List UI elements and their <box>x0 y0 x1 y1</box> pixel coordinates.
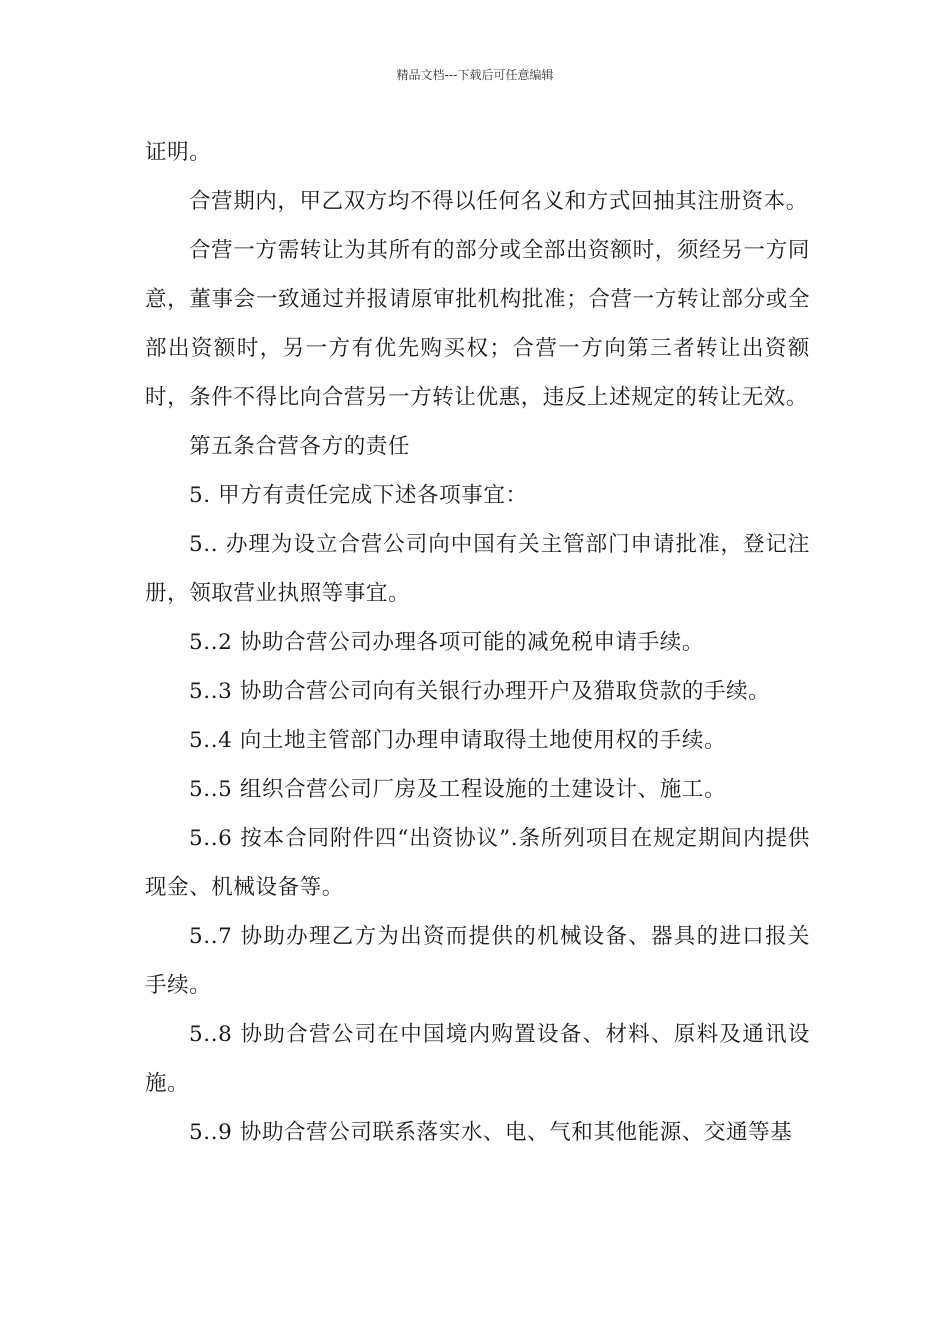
clause-5-9: 5..9 协助合营公司联系落实水、电、气和其他能源、交通等基 <box>189 1120 793 1145</box>
document-body <box>145 128 810 1157</box>
paragraph-capital-withdrawal: 合营期内，甲乙双方均不得以任何名义和方式回抽其注册资本。 <box>189 189 808 214</box>
paragraph-continuation: 证明。 <box>145 140 212 165</box>
clause-5-4: 5..4 向土地主管部门办理申请取得土地使用权的手续。 <box>189 728 727 753</box>
clause-5-1: 5.. 办理为设立合营公司向中国有关主管部门申请批准，登记注册，领取营业执照等事宜。 <box>145 532 810 606</box>
page-header: 精品文档---下载后可任意编辑 <box>396 68 554 82</box>
clause-5-8: 5..8 协助合营公司在中国境内购置设备、材料、原料及通讯设施。 <box>145 1022 810 1096</box>
clause-5-7: 5..7 协助办理乙方为出资而提供的机械设备、器具的进口报关手续。 <box>145 924 810 998</box>
section-heading-article-5: 第五条合营各方的责任 <box>189 434 411 459</box>
clause-5: 5. 甲方有责任完成下述各项事宜： <box>189 483 528 508</box>
clause-5-3: 5..3 协助合营公司向有关银行办理开户及猎取贷款的手续。 <box>189 679 771 704</box>
clause-5-5: 5..5 组织合营公司厂房及工程设施的土建设计、施工。 <box>189 777 727 802</box>
paragraph-equity-transfer: 合营一方需转让为其所有的部分或全部出资额时，须经另一方同意，董事会一致通过并报请原审批机构批准；合营一方转让部分或全部出资额时，另一方有优先购买权；合营一方向第三者转让出资额时，条件不得比向合营另一方转让优惠，违反上述规定的转让无效。 <box>145 238 810 410</box>
clause-5-2: 5..2 协助合营公司办理各项可能的减免税申请手续。 <box>189 630 704 655</box>
clause-5-6: 5..6 按本合同附件四“出资协议”.条所列项目在规定期间内提供现金、机械设备等。 <box>145 826 810 900</box>
